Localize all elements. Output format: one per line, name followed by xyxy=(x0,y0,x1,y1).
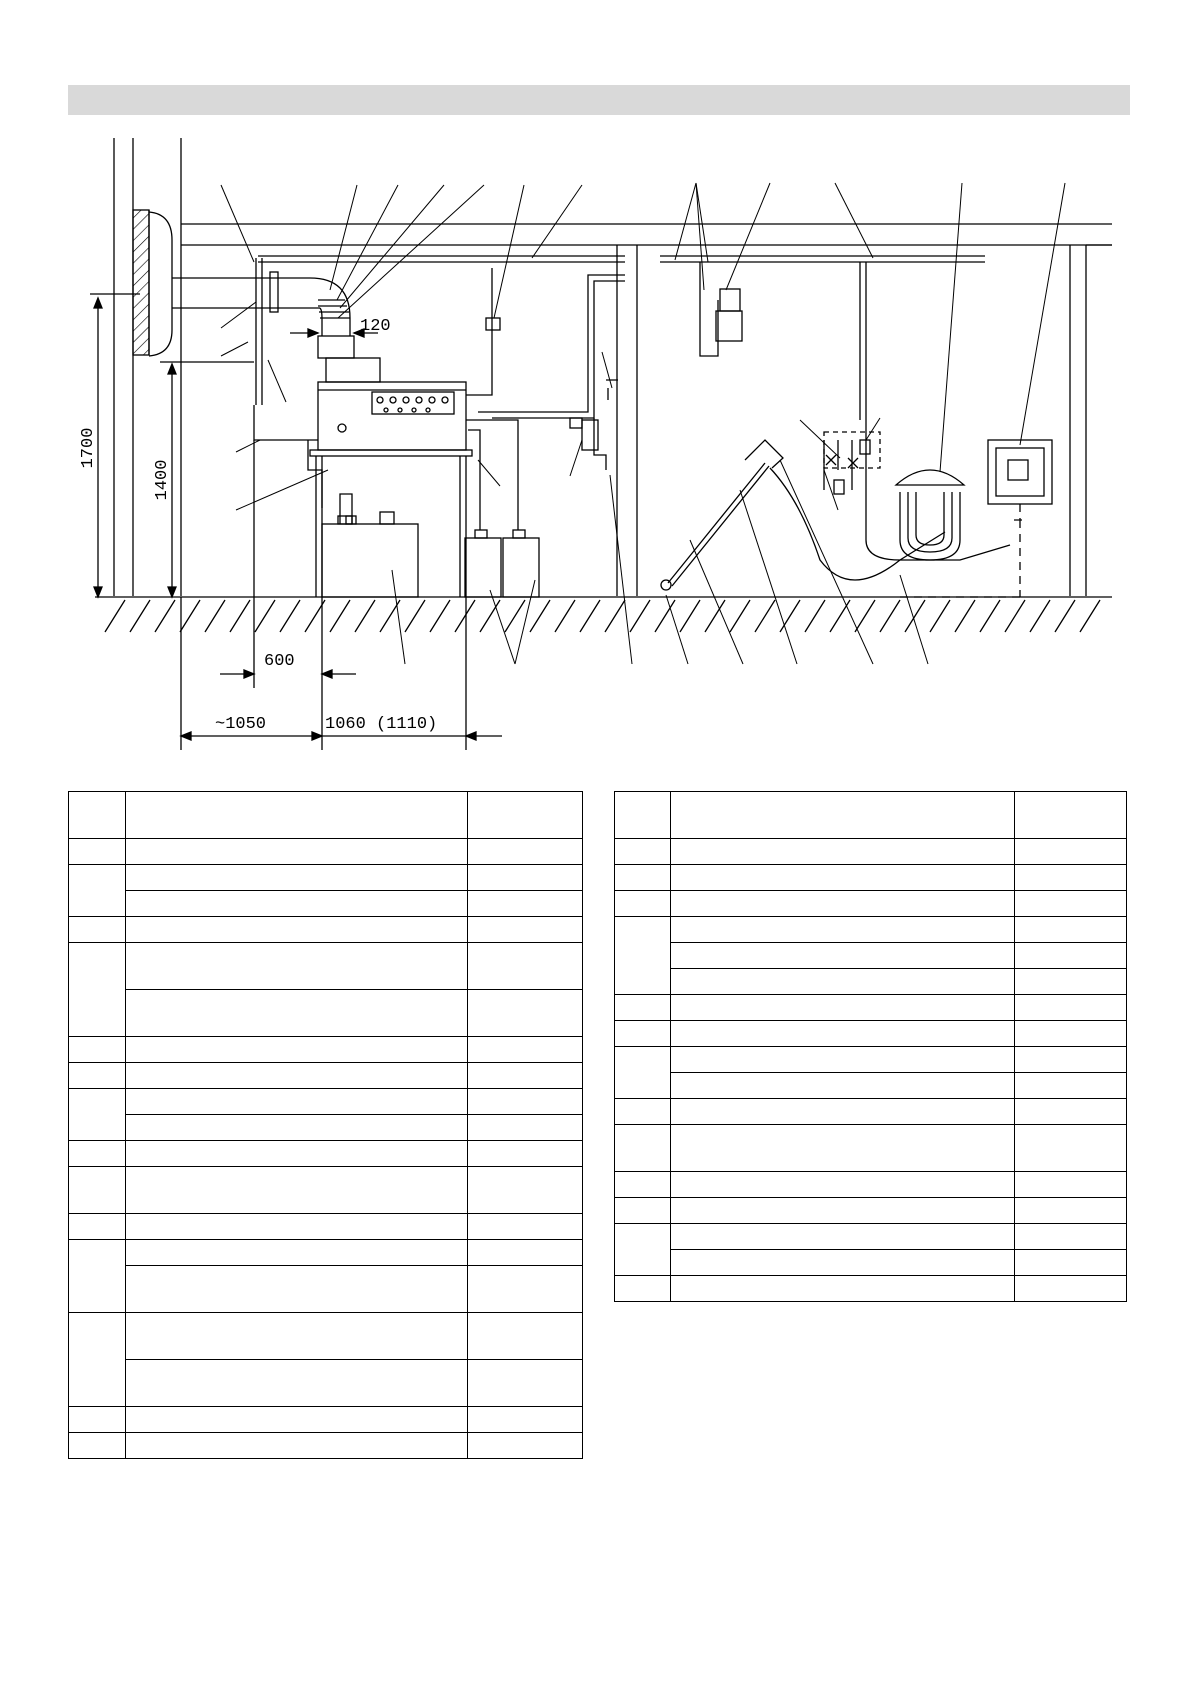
table-cell xyxy=(468,1433,583,1459)
table-cell xyxy=(671,891,1015,917)
dimension-lines xyxy=(90,294,502,750)
spray-lance xyxy=(661,440,945,590)
table-cell xyxy=(126,990,468,1037)
table-cell xyxy=(1015,1276,1127,1302)
table-cell xyxy=(126,1240,468,1266)
table-row xyxy=(69,865,583,891)
table-row xyxy=(615,917,1127,943)
table-cell xyxy=(69,1240,126,1313)
table-cell xyxy=(1015,865,1127,891)
table-row xyxy=(69,1266,583,1313)
table-cell xyxy=(1015,1125,1127,1172)
table-cell xyxy=(468,1141,583,1167)
table-cell xyxy=(468,792,583,839)
table-cell xyxy=(615,1276,671,1302)
table-cell xyxy=(1015,995,1127,1021)
table-cell xyxy=(468,1360,583,1407)
parts-table-right xyxy=(614,791,1127,1302)
table-cell xyxy=(468,943,583,990)
table-cell xyxy=(126,1063,468,1089)
table-cell xyxy=(468,865,583,891)
table-cell xyxy=(1015,1172,1127,1198)
table-cell xyxy=(671,943,1015,969)
table-cell xyxy=(671,1021,1015,1047)
table-row xyxy=(615,1224,1127,1250)
table-cell xyxy=(1015,1073,1127,1099)
table-cell xyxy=(615,865,671,891)
dimension-1700: 1700 xyxy=(79,427,98,469)
table-cell xyxy=(468,1089,583,1115)
table-cell xyxy=(126,943,468,990)
table-cell xyxy=(126,839,468,865)
table-cell xyxy=(615,1198,671,1224)
table-cell xyxy=(671,995,1015,1021)
table-cell xyxy=(671,1250,1015,1276)
table-row xyxy=(69,891,583,917)
table-row xyxy=(615,839,1127,865)
table-cell xyxy=(1015,1224,1127,1250)
table-cell xyxy=(468,917,583,943)
table-cell xyxy=(615,839,671,865)
table-row xyxy=(69,1089,583,1115)
table-row xyxy=(615,969,1127,995)
table-cell xyxy=(126,891,468,917)
table-row xyxy=(69,1240,583,1266)
table-row xyxy=(69,1141,583,1167)
table-cell xyxy=(126,1167,468,1214)
table-row xyxy=(69,1063,583,1089)
table-cell xyxy=(1015,1099,1127,1125)
table-cell xyxy=(468,1063,583,1089)
flue-pipe xyxy=(172,272,380,382)
table-cell xyxy=(1015,792,1127,839)
table-cell xyxy=(1015,1021,1127,1047)
table-cell xyxy=(1015,839,1127,865)
table-cell xyxy=(69,943,126,1037)
table-cell xyxy=(615,891,671,917)
table-cell xyxy=(468,990,583,1037)
table-cell xyxy=(126,1141,468,1167)
table-cell xyxy=(126,1037,468,1063)
dimension-120: 120 xyxy=(360,317,391,336)
table-header-row xyxy=(615,792,1127,839)
table-row xyxy=(69,1433,583,1459)
water-piping xyxy=(254,256,985,470)
table-cell xyxy=(126,1407,468,1433)
table-row xyxy=(615,891,1127,917)
table-cell xyxy=(615,1125,671,1172)
table-cell xyxy=(126,1313,468,1360)
table-row xyxy=(615,865,1127,891)
table-cell xyxy=(1015,891,1127,917)
table-cell xyxy=(671,1276,1015,1302)
table-cell xyxy=(468,839,583,865)
table-cell xyxy=(69,1214,126,1240)
table-row xyxy=(69,1360,583,1407)
table-cell xyxy=(615,1099,671,1125)
table-cell xyxy=(615,792,671,839)
table-cell xyxy=(69,1089,126,1141)
table-row xyxy=(69,990,583,1037)
table-cell xyxy=(468,891,583,917)
table-row xyxy=(69,1115,583,1141)
table-cell xyxy=(69,1167,126,1214)
table-row xyxy=(69,1313,583,1360)
table-row xyxy=(615,995,1127,1021)
table-row xyxy=(615,1021,1127,1047)
table-cell xyxy=(126,1266,468,1313)
table-row xyxy=(69,1167,583,1214)
parts-table-left xyxy=(68,791,583,1459)
table-cell xyxy=(615,995,671,1021)
table-row xyxy=(69,1407,583,1433)
table-cell xyxy=(468,1240,583,1266)
hose-reel xyxy=(866,420,1052,597)
table-cell xyxy=(615,1224,671,1276)
table-cell xyxy=(126,1214,468,1240)
table-cell xyxy=(69,1313,126,1407)
table-cell xyxy=(69,917,126,943)
table-cell xyxy=(69,1063,126,1089)
floor-line xyxy=(95,597,1112,632)
table-header-row xyxy=(69,792,583,839)
dimension-1060: 1060 (1110) xyxy=(325,715,438,734)
table-cell xyxy=(69,1037,126,1063)
table-cell xyxy=(126,1089,468,1115)
table-cell xyxy=(671,792,1015,839)
table-cell xyxy=(671,865,1015,891)
table-cell xyxy=(671,1125,1015,1172)
table-row xyxy=(615,1250,1127,1276)
table-row xyxy=(615,1099,1127,1125)
table-cell xyxy=(69,1141,126,1167)
table-row xyxy=(69,1214,583,1240)
table-cell xyxy=(468,1167,583,1214)
dimension-1400: 1400 xyxy=(153,459,172,501)
table-row xyxy=(615,1198,1127,1224)
table-cell xyxy=(468,1037,583,1063)
dimension-1050: ~1050 xyxy=(215,715,267,734)
table-row xyxy=(615,943,1127,969)
table-cell xyxy=(468,1313,583,1360)
table-row xyxy=(69,839,583,865)
table-cell xyxy=(69,1407,126,1433)
valve-cluster xyxy=(824,432,880,494)
table-cell xyxy=(126,865,468,891)
table-cell xyxy=(671,1047,1015,1073)
table-cell xyxy=(1015,1047,1127,1073)
table-row xyxy=(69,1037,583,1063)
table-cell xyxy=(615,1047,671,1099)
table-cell xyxy=(671,1198,1015,1224)
table-cell xyxy=(126,917,468,943)
table-cell xyxy=(671,839,1015,865)
table-row xyxy=(615,1276,1127,1302)
table-row xyxy=(615,1073,1127,1099)
table-cell xyxy=(69,792,126,839)
table-cell xyxy=(126,792,468,839)
table-cell xyxy=(468,1407,583,1433)
table-cell xyxy=(671,969,1015,995)
table-cell xyxy=(69,1433,126,1459)
table-cell xyxy=(671,917,1015,943)
table-cell xyxy=(671,1224,1015,1250)
table-cell xyxy=(468,1266,583,1313)
table-cell xyxy=(69,839,126,865)
table-row xyxy=(69,943,583,990)
table-cell xyxy=(69,865,126,917)
table-cell xyxy=(671,1073,1015,1099)
chemical-canisters xyxy=(465,420,539,597)
table-cell xyxy=(615,917,671,995)
building-wall xyxy=(114,138,1112,596)
dimension-600: 600 xyxy=(264,652,295,671)
table-cell xyxy=(1015,1198,1127,1224)
table-cell xyxy=(671,1099,1015,1125)
table-cell xyxy=(126,1360,468,1407)
leader-lines xyxy=(221,183,1065,664)
table-row xyxy=(615,1172,1127,1198)
table-row xyxy=(69,917,583,943)
heater-unit xyxy=(310,382,472,597)
table-row xyxy=(615,1047,1127,1073)
table-cell xyxy=(1015,1250,1127,1276)
table-cell xyxy=(615,1021,671,1047)
table-cell xyxy=(671,1172,1015,1198)
table-cell xyxy=(1015,917,1127,943)
table-cell xyxy=(126,1115,468,1141)
table-cell xyxy=(1015,969,1127,995)
table-cell xyxy=(468,1214,583,1240)
table-cell xyxy=(468,1115,583,1141)
fuel-tank xyxy=(308,440,418,597)
installation-drawing xyxy=(0,0,1191,760)
table-row xyxy=(615,1125,1127,1172)
table-cell xyxy=(1015,943,1127,969)
table-cell xyxy=(615,1172,671,1198)
table-cell xyxy=(126,1433,468,1459)
